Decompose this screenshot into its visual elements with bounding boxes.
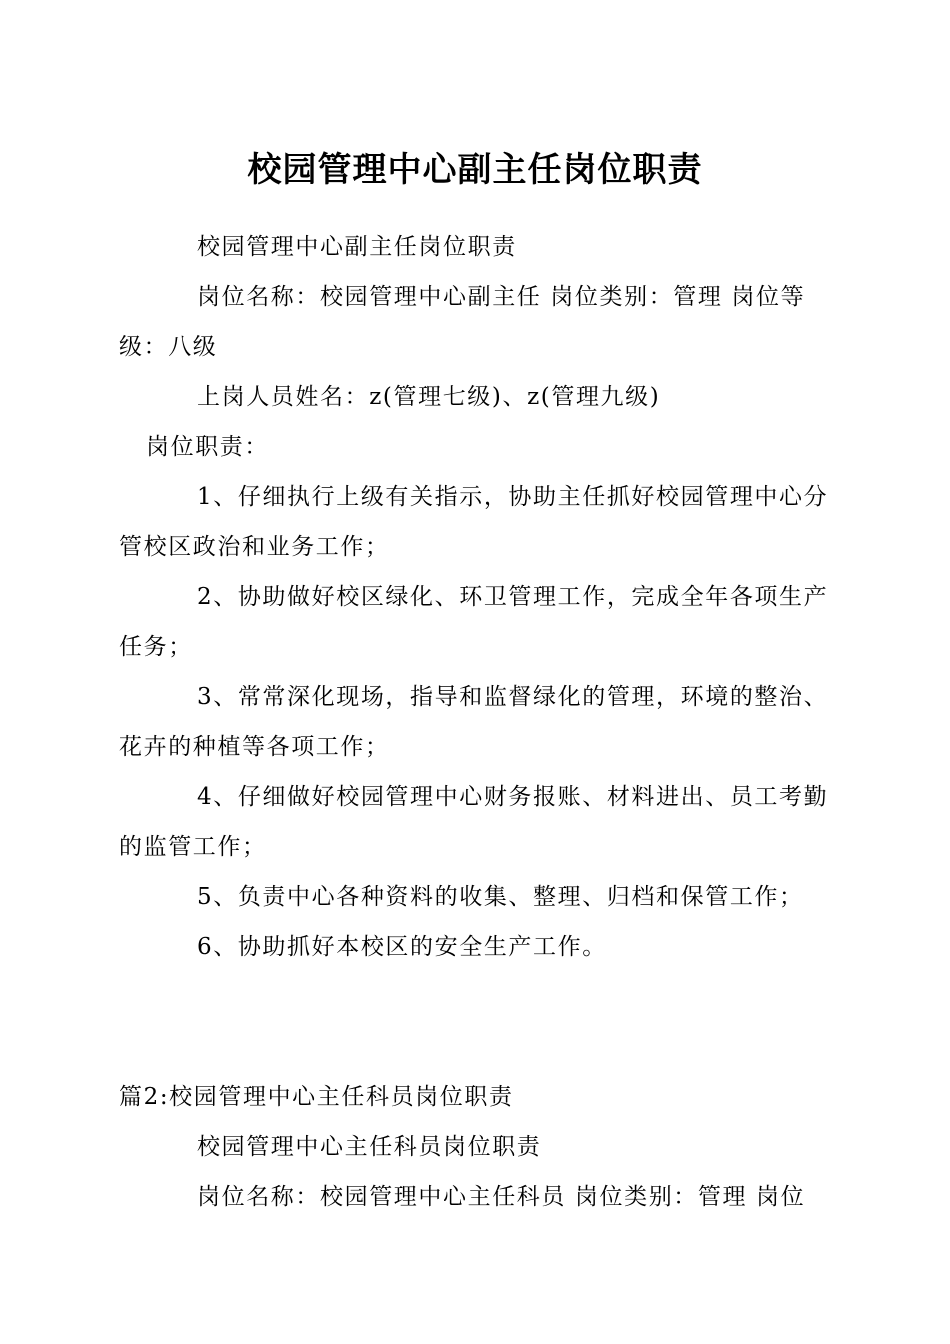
duty-item: 4、仔细做好校园管理中心财务报账、材料进出、员工考勤的监管工作； (119, 784, 829, 860)
document-title: 校园管理中心副主任岗位职责 (247, 150, 703, 190)
duty-item: 5、负责中心各种资料的收集、整理、归档和保管工作； (197, 884, 804, 910)
section-spacer (119, 972, 835, 1072)
duty-item: 2、协助做好校区绿化、环卫管理工作，完成全年各项生产任务； (119, 584, 829, 660)
duty-item: 3、常常深化现场，指导和监督绿化的管理，环境的整治、花卉的种植等各项工作； (119, 684, 829, 760)
section2-header: 篇2:校园管理中心主任科员岗位职责 (119, 1084, 514, 1110)
duty-item: 1、仔细执行上级有关指示，协助主任抓好校园管理中心分管校区政治和业务工作； (119, 484, 829, 560)
section1-heading: 校园管理中心副主任岗位职责 (197, 234, 517, 260)
section2-heading: 校园管理中心主任科员岗位职责 (197, 1134, 542, 1160)
duty-item: 6、协助抓好本校区的安全生产工作。 (197, 934, 607, 960)
document-body (119, 222, 835, 1222)
section1-post-info: 岗位名称：校园管理中心副主任 岗位类别：管理 岗位等级：八级 (119, 284, 806, 360)
section1-duties-label: 岗位职责： (146, 434, 269, 460)
section2-post-info: 岗位名称：校园管理中心主任科员 岗位类别：管理 岗位 (197, 1184, 806, 1210)
section1-staff: 上岗人员姓名：z(管理七级)、z(管理九级) (197, 384, 661, 410)
